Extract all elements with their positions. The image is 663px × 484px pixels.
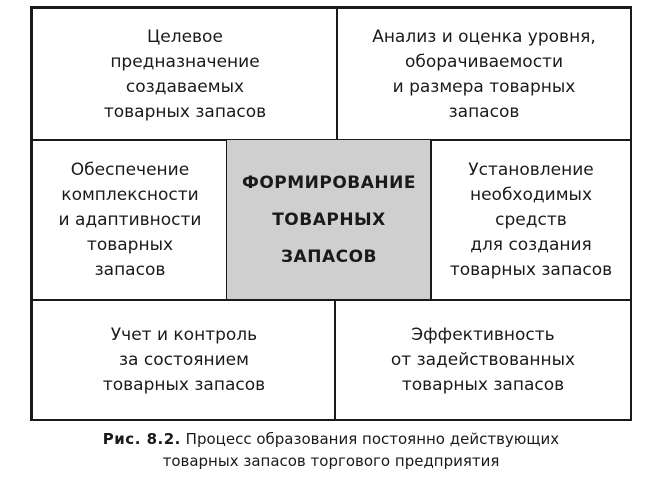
box-analysis [336,8,632,141]
box-means-text: Установление необходимых средств для создания товарных запасов [449,159,613,280]
box-efficiency [334,299,632,421]
box-efficiency-text: Эффективность от задействованных товарных запасов [390,324,576,395]
box-accounting [32,299,336,421]
caption-line-2: товарных запасов торгового предприятия [162,452,500,470]
box-center-formation [226,139,432,301]
box-accounting-text: Учет и контроль за состоянием товарных запасов [102,324,266,395]
caption-text: Процесс образования постоянно действующих [185,430,560,448]
box-target-purpose-text: Целевое предназначение создаваемых товарных запасов [103,26,267,122]
box-analysis-text: Анализ и оценка уровня, оборачиваемости и размера товарных запасов [372,26,596,122]
box-complexity-text: Обеспечение комплексности и адаптивности товарных запасов [58,159,202,280]
box-target-purpose [32,8,338,141]
caption-line-1 [30,428,632,450]
caption-label: Рис. 8.2. [102,430,181,448]
box-means [430,139,632,301]
box-complexity [32,139,228,301]
diagram-frame [30,6,632,421]
figure-caption [30,428,632,472]
box-center-formation-text: ФОРМИРОВАНИЕ ТОВАРНЫХ ЗАПАСОВ [241,172,416,267]
